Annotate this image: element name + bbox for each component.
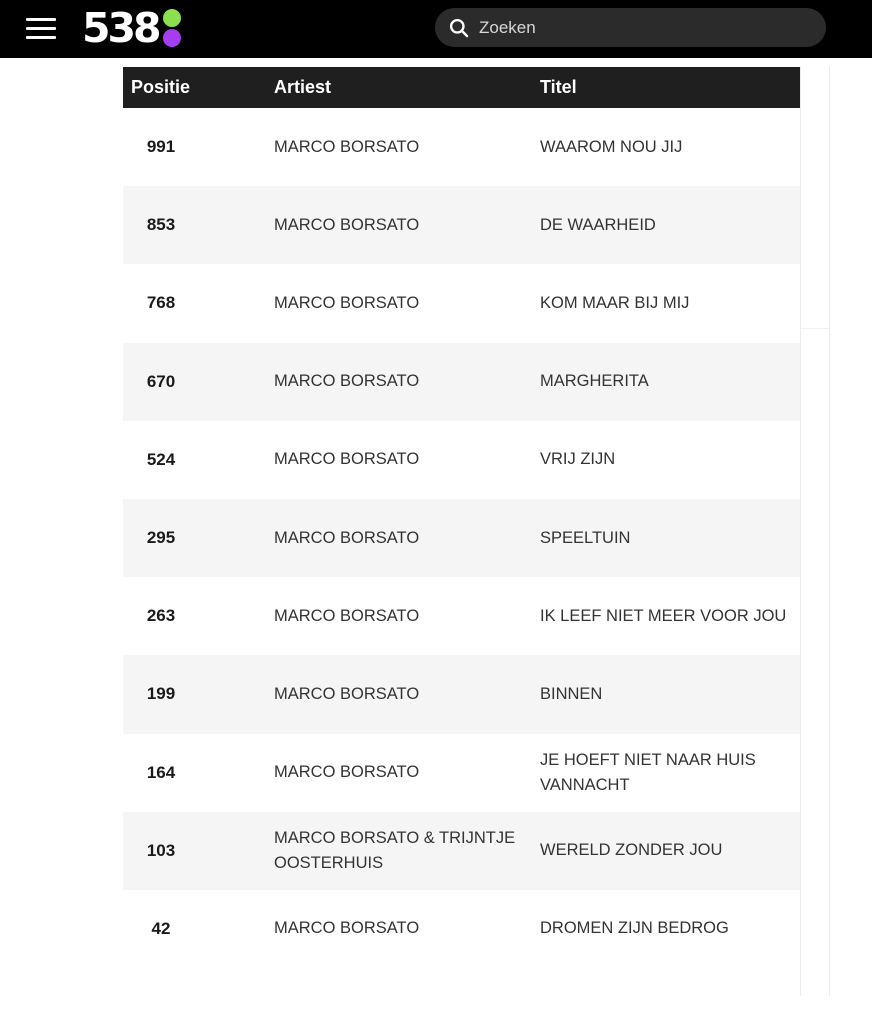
table-row <box>123 264 800 342</box>
cell-artiest: MARCO BORSATO <box>274 293 420 312</box>
cell-artiest: MARCO BORSATO <box>274 763 420 782</box>
cell-titel: JE HOEFT NIET NAAR HUIS VANNACHT <box>540 750 756 794</box>
cell-artiest: MARCO BORSATO <box>274 606 420 625</box>
cell-positie: 199 <box>146 684 176 704</box>
hamburger-icon-line <box>26 27 56 30</box>
table-row <box>123 577 800 655</box>
table-row <box>123 812 800 890</box>
cell-positie: 524 <box>146 449 176 469</box>
table-body <box>123 108 800 968</box>
logo-dot-green <box>163 9 181 27</box>
cell-artiest: MARCO BORSATO <box>274 215 420 234</box>
hamburger-icon-line <box>26 36 56 39</box>
logo-dot-purple <box>163 29 181 47</box>
table-row <box>123 343 800 421</box>
cell-positie: 670 <box>146 371 176 391</box>
logo[interactable] <box>82 4 183 52</box>
rail-divider <box>801 328 829 329</box>
cell-titel: DROMEN ZIJN BEDROG <box>540 919 729 938</box>
cell-titel: VRIJ ZIJN <box>540 450 616 469</box>
table-row <box>123 734 800 812</box>
search-icon <box>449 18 469 38</box>
table-row <box>123 186 800 264</box>
table-row <box>123 655 800 733</box>
table-header <box>123 67 800 108</box>
logo-dots <box>161 7 183 49</box>
cell-positie: 853 <box>146 215 176 235</box>
column-header-titel: Titel <box>540 77 577 97</box>
cell-positie: 103 <box>146 840 176 860</box>
table-row <box>123 499 800 577</box>
songs-table <box>123 67 800 968</box>
cell-titel: BINNEN <box>540 684 603 703</box>
logo-text: 538 <box>82 3 159 52</box>
cell-artiest: MARCO BORSATO <box>274 137 420 156</box>
cell-artiest: MARCO BORSATO <box>274 528 420 547</box>
cell-positie: 295 <box>146 528 176 548</box>
cell-positie: 164 <box>146 762 176 782</box>
cell-artiest: MARCO BORSATO & TRIJNTJE OOSTERHUIS <box>274 828 516 872</box>
right-side-rail <box>800 66 830 996</box>
top-navigation-bar <box>0 0 872 58</box>
search-input[interactable] <box>477 17 801 39</box>
table-row <box>123 421 800 499</box>
cell-titel: SPEELTUIN <box>540 528 631 547</box>
table-row <box>123 108 800 186</box>
hamburger-icon <box>26 18 56 21</box>
column-header-positie: Positie <box>131 77 191 97</box>
cell-titel: DE WAARHEID <box>540 215 656 234</box>
cell-titel: IK LEEF NIET MEER VOOR JOU <box>540 606 787 625</box>
cell-positie: 42 <box>151 918 171 938</box>
hamburger-menu-button[interactable] <box>26 16 56 40</box>
cell-artiest: MARCO BORSATO <box>274 372 420 391</box>
cell-positie: 768 <box>146 293 176 313</box>
cell-artiest: MARCO BORSATO <box>274 684 420 703</box>
search-bar[interactable] <box>435 8 826 47</box>
cell-titel: KOM MAAR BIJ MIJ <box>540 293 690 312</box>
cell-titel: WAAROM NOU JIJ <box>540 137 683 156</box>
table-row <box>123 890 800 968</box>
cell-artiest: MARCO BORSATO <box>274 919 420 938</box>
cell-titel: WERELD ZONDER JOU <box>540 841 723 860</box>
cell-titel: MARGHERITA <box>540 372 649 391</box>
cell-artiest: MARCO BORSATO <box>274 450 420 469</box>
column-header-artiest: Artiest <box>274 77 332 97</box>
cell-positie: 991 <box>146 137 176 157</box>
cell-positie: 263 <box>146 606 176 626</box>
